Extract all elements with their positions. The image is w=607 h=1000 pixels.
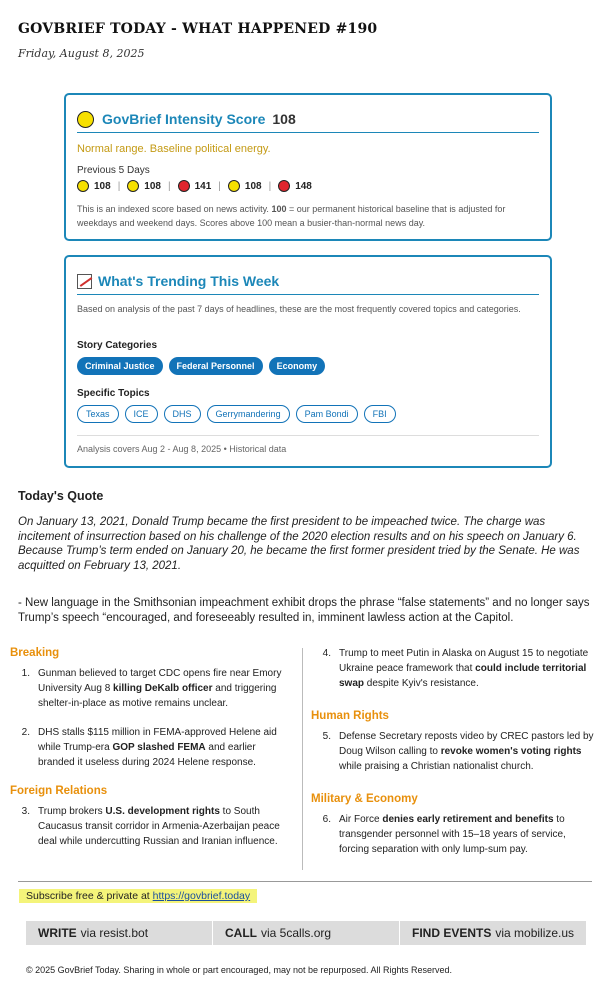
item-text [38, 725, 295, 770]
item-highlight: killing DeKalb officer [113, 683, 213, 694]
previous-day-score [178, 180, 212, 192]
action-write[interactable] [26, 921, 213, 945]
trending-intro: Based on analysis of the past 7 days of headlines, these are the most frequently covered topics and categories. [77, 304, 521, 314]
action-label: CALL [225, 926, 257, 940]
item-text-part: Trump brokers [38, 806, 106, 817]
subscribe-text: Subscribe free & private at [26, 890, 153, 902]
subscribe-banner [19, 889, 257, 903]
specific-topics-label: Specific Topics [77, 388, 150, 399]
previous-day-value: 108 [94, 180, 111, 192]
action-find-events[interactable] [400, 921, 586, 945]
item-number: 6. [322, 814, 331, 825]
separator: | [268, 180, 272, 192]
item-number: 5. [322, 731, 331, 742]
column-divider [302, 648, 303, 870]
action-call[interactable] [213, 921, 400, 945]
red-circle-icon [178, 180, 190, 192]
quote-body: On January 13, 2021, Donald Trump became the first president to be impeached twice. The charge was incitement of insurrection based on his challenge of the 2020 election results and on his speech on January 6. Because Trump’s term ended on January 20, he became the first former president tried by the Senate. He was acquitted on February 13, 2021. [18, 516, 580, 572]
previous-day-score [77, 180, 111, 192]
item-text-part: and earlier branded it useless during 2024 Helene response. [38, 742, 256, 768]
previous-day-value: 141 [194, 180, 212, 192]
quote-note: - New language in the Smithsonian impeachment exhibit drops the phrase “false statements” and no longer says Trump’s speech “encouraged, and foreseeably resulted in, imminent lawless action at the Capitol. [18, 597, 590, 624]
yellow-circle-icon [77, 180, 89, 192]
previous-day-value: 108 [244, 180, 262, 192]
news-item [311, 646, 596, 691]
item-highlight: could include territorial swap [339, 663, 587, 689]
intensity-header [77, 106, 539, 133]
previous-day-score [278, 180, 312, 192]
previous-day-value: 148 [295, 180, 312, 192]
item-text-part: Air Force [339, 814, 383, 825]
intensity-score: 108 [272, 111, 296, 127]
topic-pills [77, 405, 396, 423]
action-bar [26, 921, 586, 945]
subscribe-link[interactable]: https://govbrief.today [152, 890, 251, 902]
topic-pill[interactable]: FBI [364, 405, 396, 423]
category-pill[interactable]: Federal Personnel [169, 357, 263, 375]
item-text-part: to South Caucasus transit corridor in Armenia-Azerbaijan peace deal while undercutting Russian and Iranian influence. [38, 806, 280, 847]
action-link-text: via mobilize.us [495, 926, 575, 940]
news-item [10, 725, 295, 770]
yellow-circle-icon [77, 111, 94, 128]
yellow-circle-icon [127, 180, 139, 192]
item-number: 2. [21, 727, 30, 738]
action-label: FIND EVENTS [412, 926, 492, 940]
item-highlight: U.S. development rights [105, 806, 220, 817]
intensity-score-card [64, 93, 552, 241]
analysis-range: Analysis covers Aug 2 - Aug 8, 2025 • Historical data [77, 435, 539, 454]
news-item [311, 812, 596, 857]
category-heading-breaking: Breaking [10, 647, 60, 659]
item-text-part: while praising a Christian nationalist church. [339, 761, 534, 772]
topic-pill[interactable]: Texas [77, 405, 119, 423]
topic-pill[interactable]: Gerrymandering [207, 405, 290, 423]
trending-card [64, 255, 552, 468]
previous-day-score [228, 180, 262, 192]
item-number: 1. [21, 668, 30, 679]
news-item [10, 666, 295, 711]
item-text-part: Defense Secretary reposts video by CREC pastors led by Doug Wilson calling to [339, 731, 594, 757]
item-text-part: despite Kyiv's resistance. [364, 678, 479, 689]
action-link-text: via 5calls.org [261, 926, 332, 940]
item-text-part: Gunman believed to target CDC opens fire near Emory University Aug 8 [38, 668, 282, 694]
range-description: Normal range. Baseline political energy. [77, 143, 271, 155]
score-explanation [77, 202, 536, 230]
item-text [339, 729, 596, 774]
item-text-part: to transgender personnel with 15–18 years of service, forcing separation with only lump-sum pay. [339, 814, 566, 855]
action-link-text: via resist.bot [80, 926, 149, 940]
item-highlight: GOP slashed FEMA [112, 742, 206, 753]
separator: | [117, 180, 121, 192]
item-text [38, 666, 295, 711]
category-pills [77, 357, 325, 375]
item-number: 3. [21, 806, 30, 817]
news-column-right [311, 646, 596, 871]
yellow-circle-icon [228, 180, 240, 192]
story-categories-label: Story Categories [77, 340, 158, 351]
note-text: This is an indexed score based on news activity. [77, 204, 272, 214]
item-number: 4. [322, 648, 331, 659]
trending-title: What's Trending This Week [98, 273, 280, 289]
separator: | [167, 180, 171, 192]
previous-days-label: Previous 5 Days [77, 165, 150, 176]
category-pill[interactable]: Criminal Justice [77, 357, 163, 375]
quote-title: Today's Quote [18, 489, 104, 503]
news-column-left [10, 646, 295, 863]
previous-days-row [77, 180, 312, 192]
news-item [10, 804, 295, 849]
item-text-part: DHS stalls $115 million in FEMA-approved Helene aid while Trump-era [38, 727, 277, 753]
item-text [339, 646, 596, 691]
item-highlight: denies early retirement and benefits [382, 814, 554, 825]
topic-pill[interactable]: DHS [164, 405, 201, 423]
trending-header [77, 268, 539, 295]
news-item [311, 729, 596, 774]
topic-pill[interactable]: Pam Bondi [296, 405, 358, 423]
previous-day-value: 108 [144, 180, 161, 192]
item-text [38, 804, 295, 849]
footer-divider [18, 881, 592, 882]
newsletter-title: GOVBRIEF TODAY - WHAT HAPPENED #190 [18, 21, 378, 37]
issue-date: Friday, August 8, 2025 [18, 47, 145, 60]
action-label: WRITE [38, 926, 77, 940]
category-heading-foreign-relations: Foreign Relations [10, 785, 108, 797]
category-heading-human-rights: Human Rights [311, 710, 389, 722]
chart-trending-icon [77, 274, 92, 289]
item-text-part: and triggering shelter-in-place as motive remains unclear. [38, 683, 277, 709]
intensity-title: GovBrief Intensity Score [102, 111, 266, 127]
separator: | [218, 180, 221, 192]
item-text-part: Trump to meet Putin in Alaska on August 15 to negotiate Ukraine peace framework that [339, 648, 589, 674]
previous-day-score [127, 180, 161, 192]
category-heading-military-economy: Military & Economy [311, 793, 418, 805]
category-pill[interactable]: Economy [269, 357, 326, 375]
topic-pill[interactable]: ICE [125, 405, 158, 423]
item-highlight: revoke women's voting rights [440, 746, 582, 757]
red-circle-icon [278, 180, 290, 192]
note-text: = our permanent historical baseline that is adjusted for weekdays and weekend days. Scores above 100 mean a busier-than-normal news day. [77, 204, 506, 228]
item-text [339, 812, 596, 857]
copyright-notice: © 2025 GovBrief Today. Sharing in whole or part encouraged, may not be repurposed. All Rights Reserved. [26, 965, 453, 975]
note-baseline-value: 100 [271, 204, 287, 214]
